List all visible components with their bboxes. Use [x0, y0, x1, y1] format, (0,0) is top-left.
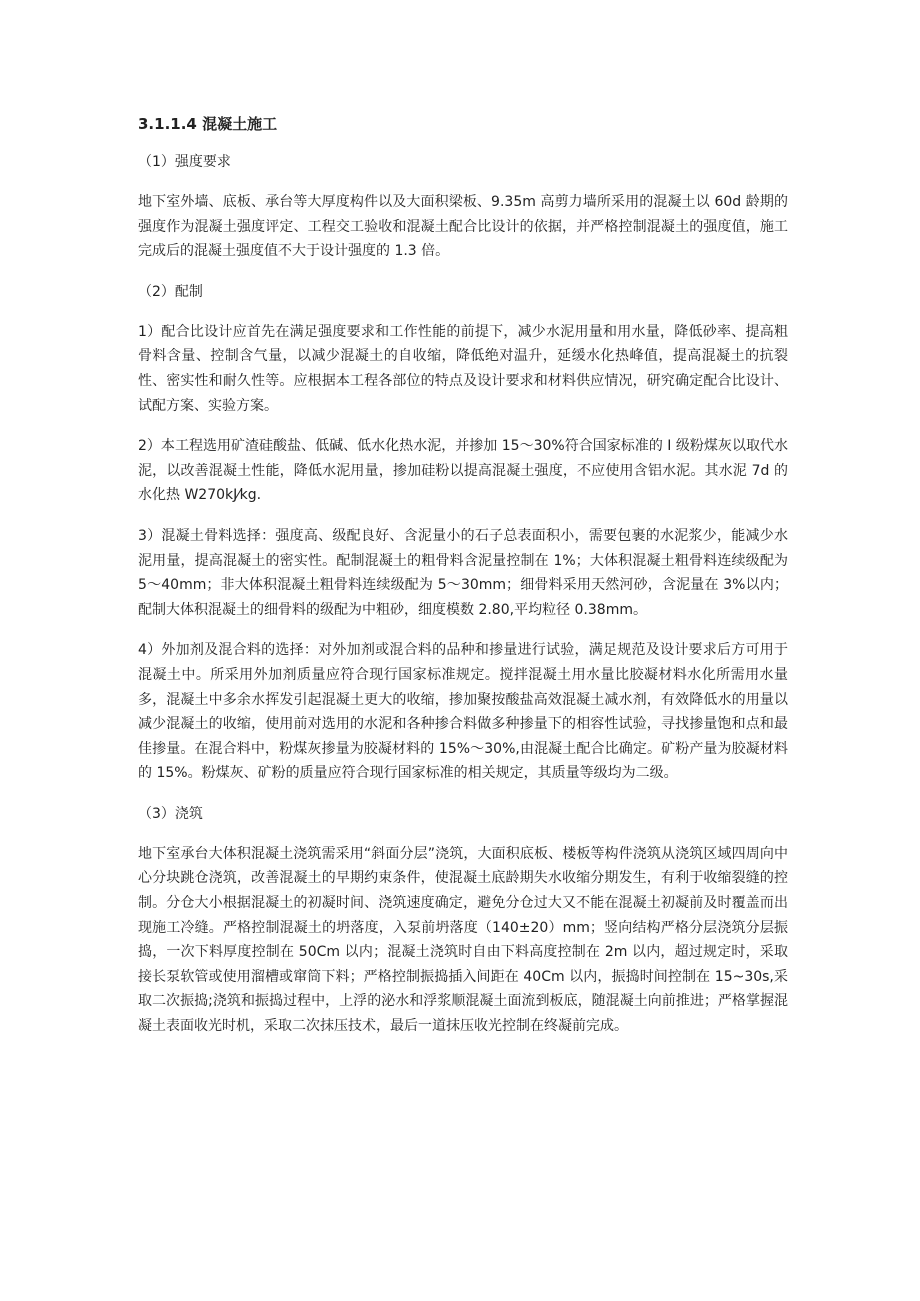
section-title: 3.1.1.4 混凝土施工 — [138, 115, 278, 133]
strength-requirements-paragraph: 地下室外墙、底板、承台等大厚度构件以及大面积梁板、9.35m 高剪力墙所采用的混凝土以 60d 龄期的强度作为混凝土强度评定、工程交工验收和混凝土配合比设计的依据，并严格控制混凝土的强度值，施工完成后的混凝土强度值不大于设计强度的 1.3 倍。 — [138, 194, 788, 260]
aggregate-selection-paragraph: 3）混凝土骨料选择：强度高、级配良好、含泥量小的石子总表面积小，需要包裹的水泥浆少，能减少水泥用量，提高混凝土的密实性。配制混凝土的粗骨料含泥量控制在 1%；大体积混凝土粗骨料连续级配为 5～40mm；非大体积混凝土粗骨料连续级配为 5～30mm；细骨料采用天然河砂，含泥量在 3%以内；配制大体积混凝土的细骨料的级配为中粗砂，细度模数 2.80,平均粒径 0.38mm。 — [138, 527, 788, 618]
mix-preparation-heading: （2）配制 — [138, 283, 203, 300]
document-page — [138, 112, 788, 1055]
pouring-heading: （3）浇筑 — [138, 805, 203, 822]
mix-design-paragraph: 1）配合比设计应首先在满足强度要求和工作性能的前提下，减少水泥用量和用水量，降低砂率、提高粗骨料含量、控制含气量，以减少混凝土的自收缩，降低绝对温升，延缓水化热峰值，提高混凝土的抗裂性、密实性和耐久性等。应根据本工程各部位的特点及设计要求和材料供应情况，研究确定配合比设计、试配方案、实验方案。 — [138, 323, 788, 414]
admixture-selection-paragraph: 4）外加剂及混合料的选择：对外加剂或混合料的品种和掺量进行试验，满足规范及设计要求后方可用于混凝土中。所采用外加剂质量应符合现行国家标准规定。搅拌混凝土用水量比胶凝材料水化所需用水量多，混凝土中多余水挥发引起混凝土更大的收缩，掺加聚按酸盐高效混凝土减水剂，有效降低水的用量以减少混凝土的收缩，使用前对选用的水泥和各种掺合料做多种掺量下的相容性试验，寻找掺量饱和点和最佳掺量。在混合料中，粉煤灰掺量为胶凝材料的 15%～30%,由混凝土配合比确定。矿粉产量为胶凝材料的 15%。粉煤灰、矿粉的质量应符合现行国家标准的相关规定，其质量等级均为二级。 — [138, 642, 788, 782]
cement-selection-paragraph: 2）本工程选用矿渣硅酸盐、低碱、低水化热水泥，并掺加 15～30%符合国家标准的 I 级粉煤灰以取代水泥，以改善混凝土性能，降低水泥用量，掺加硅粉以提高混凝土强度，不应使用含铝水泥。其水泥 7d 的水化热 W270kJ⁄kg. — [138, 438, 788, 504]
pouring-paragraph: 地下室承台大体积混凝土浇筑需采用“斜面分层”浇筑，大面积底板、楼板等构件浇筑从浇筑区域四周向中心分块跳仓浇筑，改善混凝土的早期约束条件，使混凝土底龄期失水收缩分期发生，有利于收缩裂缝的控制。分仓大小根据混凝土的初凝时间、浇筑速度确定，避免分仓过大又不能在混凝土初凝前及时覆盖而出现施工冷缝。严格控制混凝土的坍落度，入泵前坍落度（140±20）mm；竖向结构严格分层浇筑分层振捣，一次下料厚度控制在 50Cm 以内；混凝土浇筑时自由下料高度控制在 2m 以内，超过规定时，采取接长泵软管或使用溜槽或窜筒下料；严格控制振捣插入间距在 40Cm 以内，振捣时间控制在 15~30s,采取二次振捣;浇筑和振捣过程中，上浮的泌水和浮浆顺混凝土面流到板底，随混凝土向前推进；严格掌握混凝土表面收光时机，采取二次抹压技术，最后一道抹压收光控制在终凝前完成。 — [138, 845, 788, 1035]
strength-requirements-heading: （1）强度要求 — [138, 154, 231, 170]
